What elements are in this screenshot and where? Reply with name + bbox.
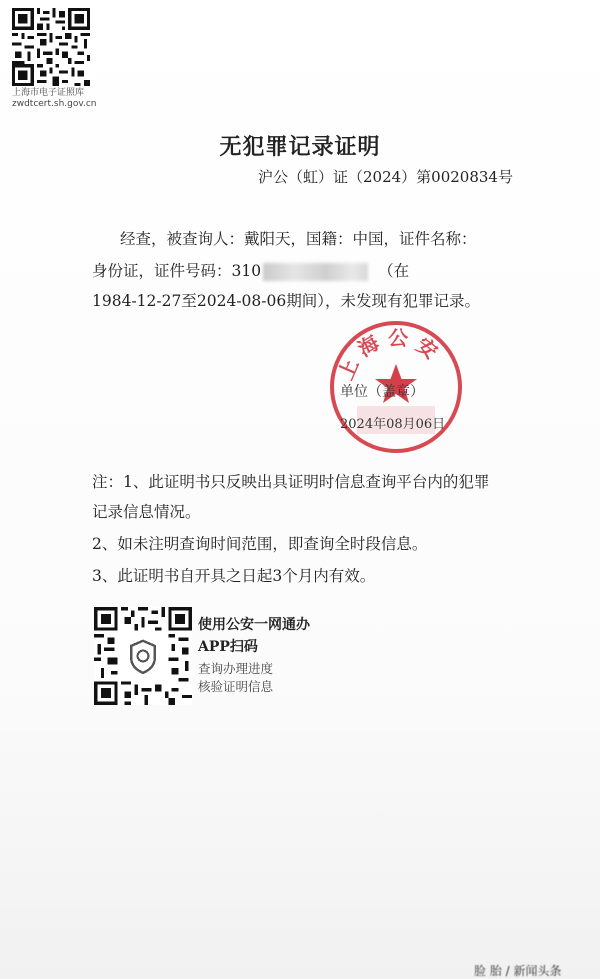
qr-code-icon xyxy=(12,8,90,86)
body-line-2-suffix: （在 xyxy=(378,262,410,280)
verification-qr-code[interactable] xyxy=(12,8,90,86)
app-instruction-title: 使用公安一网通办 xyxy=(198,617,310,633)
certificate-number: 沪公（虹）证（2024）第0020834号 xyxy=(258,168,513,186)
qr-caption-name: 上海市电子证照库 xyxy=(12,88,85,98)
body-line-1: 经查，被查询人：戴阳天，国籍：中国，证件名称： xyxy=(120,230,477,248)
document-title: 无犯罪记录证明 xyxy=(219,134,381,160)
app-instruction-verify: 核验证明信息 xyxy=(198,679,274,694)
app-instruction-scan: APP扫码 xyxy=(198,639,258,655)
body-line-2 xyxy=(92,259,409,281)
stamp-unit-label: 单位（盖章） xyxy=(340,384,424,400)
redacted-id-digits xyxy=(263,263,368,281)
app-instruction-progress: 查询办理进度 xyxy=(198,661,274,676)
app-verify-qr-code[interactable] xyxy=(94,607,192,705)
body-line-3: 1984-12-27至2024-08-06期间），未发现有犯罪记录。 xyxy=(92,292,480,310)
qr-caption-url: zwdtcert.sh.gov.cn xyxy=(12,99,97,109)
issue-date: 2024年08月06日 xyxy=(340,417,446,432)
note-1: 注：1、此证明书只反映出具证明时信息查询平台内的犯罪 xyxy=(92,473,490,491)
id-number-prefix: 身份证，证件号码：310 xyxy=(92,262,262,280)
source-watermark: 脸 胎 / 新闻头条 xyxy=(474,964,562,978)
note-1-cont: 记录信息情况。 xyxy=(92,503,201,521)
note-3: 3、此证明书自开具之日起3个月内有效。 xyxy=(92,567,376,585)
qr-code-icon xyxy=(94,607,192,705)
note-2: 2、如未注明查询时间范围，即查询全时段信息。 xyxy=(92,535,428,553)
svg-text:上 海 公 安: 上 海 公 安 xyxy=(333,325,443,384)
